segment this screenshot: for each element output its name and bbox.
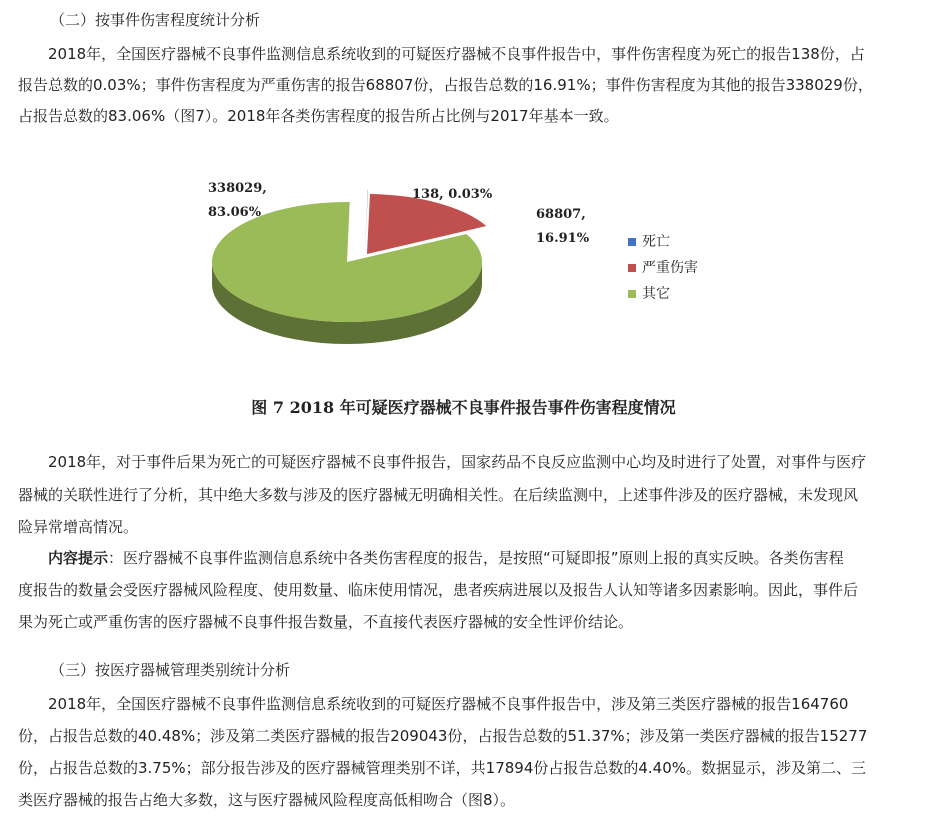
data-label: 138, 0.03% bbox=[412, 187, 493, 202]
paragraph-line: 占报告总数的83.06%（图7）。2018年各类伤害程度的报告所占比例与2017年基本一致。 bbox=[18, 107, 619, 125]
content-tip-line bbox=[48, 548, 844, 568]
data-label: 83.06% bbox=[208, 205, 262, 220]
paragraph-line: 险异常增高情况。 bbox=[18, 518, 139, 536]
content-tip-label: 内容提示 bbox=[48, 549, 109, 567]
data-label: 338029, bbox=[208, 181, 267, 196]
section-heading-injury: （二）按事件伤害程度统计分析 bbox=[50, 11, 261, 29]
content-tip-text: ：医疗器械不良事件监测信息系统中各类伤害程度的报告，是按照“可疑即报”原则上报的真实反映。各类伤害程 bbox=[108, 549, 844, 567]
pie-slice-0 bbox=[365, 190, 368, 250]
legend-swatch bbox=[628, 290, 636, 298]
data-label: 16.91% bbox=[536, 231, 590, 246]
paragraph-line: 2018年，全国医疗器械不良事件监测信息系统收到的可疑医疗器械不良事件报告中，事件伤害程度为死亡的报告138份，占 bbox=[48, 45, 865, 63]
paragraph-line: 类医疗器械的报告占绝大多数，这与医疗器械风险程度高低相吻合（图8）。 bbox=[18, 791, 516, 809]
legend-swatch bbox=[628, 264, 636, 272]
paragraph-line: 果为死亡或严重伤害的医疗器械不良事件报告数量，不直接代表医疗器械的安全性评价结论。 bbox=[18, 613, 634, 631]
injury-pie-chart bbox=[0, 180, 927, 380]
data-label: 68807, bbox=[536, 207, 586, 222]
paragraph-line: 份，占报告总数的40.48%；涉及第二类医疗器械的报告209043份，占报告总数的51.37%；涉及第一类医疗器械的报告15277 bbox=[18, 727, 868, 745]
chart-title: 图 7 2018 年可疑医疗器械不良事件报告事件伤害程度情况 bbox=[251, 398, 676, 417]
paragraph-line: 度报告的数量会受医疗器械风险程度、使用数量、临床使用情况，患者疾病进展以及报告人认知等诸多因素影响。因此，事件后 bbox=[18, 581, 859, 599]
paragraph-line: 份，占报告总数的3.75%；部分报告涉及的医疗器械管理类别不详，共17894份占报告总数的4.40%。数据显示，涉及第二、三 bbox=[18, 759, 867, 777]
paragraph-line: 器械的关联性进行了分析，其中绝大多数与涉及的医疗器械无明确相关性。在后续监测中，上述事件涉及的医疗器械，未发现风 bbox=[18, 486, 859, 504]
paragraph-line: 2018年，对于事件后果为死亡的可疑医疗器械不良事件报告，国家药品不良反应监测中心均及时进行了处置，对事件与医疗 bbox=[48, 453, 867, 471]
paragraph-line: 2018年，全国医疗器械不良事件监测信息系统收到的可疑医疗器械不良事件报告中，涉及第三类医疗器械的报告164760 bbox=[48, 695, 849, 713]
legend-label: 严重伤害 bbox=[642, 260, 698, 276]
legend-label: 其它 bbox=[642, 286, 670, 302]
section-heading-category: （三）按医疗器械管理类别统计分析 bbox=[50, 661, 291, 679]
legend-swatch bbox=[628, 238, 636, 246]
paragraph-line: 报告总数的0.03%；事件伤害程度为严重伤害的报告68807份，占报告总数的16.91%；事件伤害程度为其他的报告338029份， bbox=[18, 76, 873, 94]
legend-label: 死亡 bbox=[642, 234, 670, 250]
